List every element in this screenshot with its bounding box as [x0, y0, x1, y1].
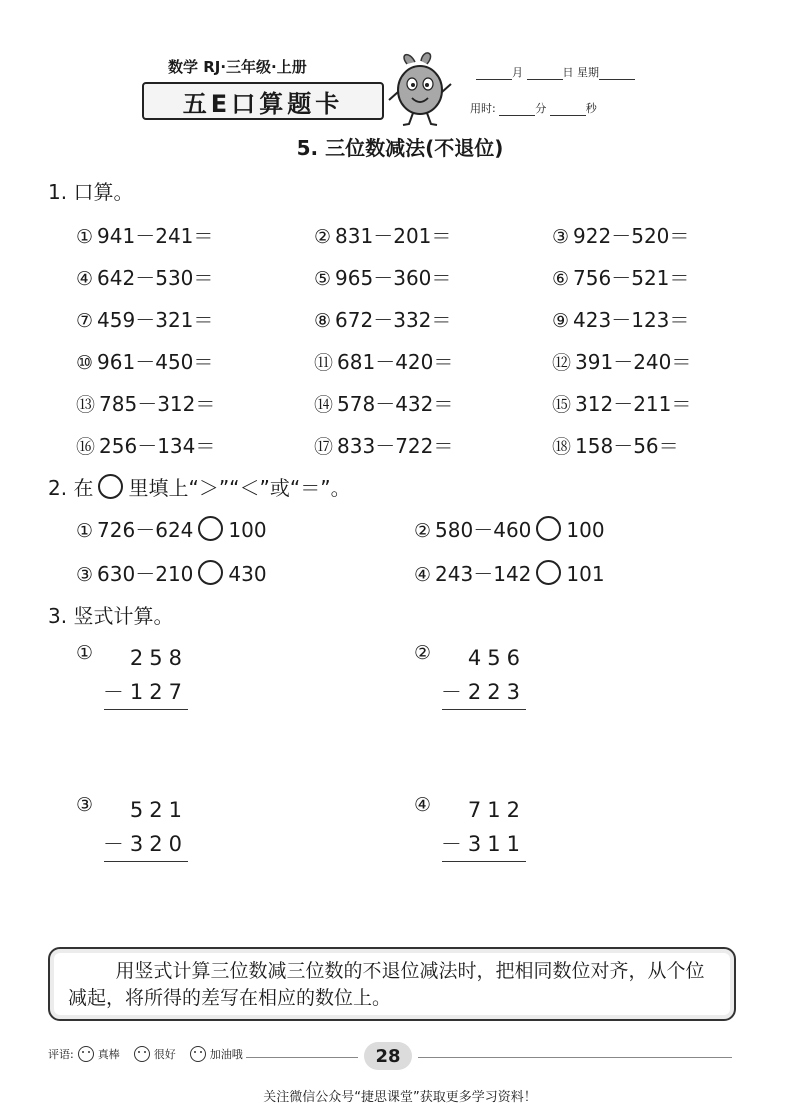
day-blank[interactable] — [527, 68, 563, 80]
mental-item — [552, 262, 689, 291]
calc-minuend: 456 — [467, 646, 526, 670]
item-number: ⑨ — [552, 310, 570, 332]
month-blank[interactable] — [476, 68, 512, 80]
mental-item — [76, 388, 215, 417]
mental-item — [76, 346, 213, 375]
review-option: 真棒 — [97, 1048, 120, 1061]
item-expression: 158－56＝ — [575, 434, 679, 458]
item-number: ⑮ — [552, 394, 572, 416]
good-face-icon[interactable] — [134, 1046, 150, 1062]
item-number: ⑥ — [552, 268, 570, 290]
mental-item — [552, 388, 691, 417]
item-expression: 672－332＝ — [335, 308, 452, 332]
item-number: ⑰ — [314, 436, 334, 458]
item-expression: 681－420＝ — [337, 350, 454, 374]
item-number: ⑩ — [76, 352, 94, 374]
compare-left: 243－142 — [435, 562, 532, 586]
review-option: 很好 — [153, 1048, 176, 1061]
tip-box — [48, 947, 736, 1021]
compare-right: 101 — [566, 562, 605, 586]
item-number: ① — [76, 642, 94, 664]
item-number: ⑦ — [76, 310, 94, 332]
second-blank[interactable] — [550, 104, 586, 116]
item-expression: 642－530＝ — [97, 266, 214, 290]
compare-item — [76, 558, 267, 587]
mental-item — [314, 346, 453, 375]
mental-item — [552, 346, 691, 375]
compare-item — [76, 514, 267, 543]
compare-left: 726－624 — [97, 518, 194, 542]
minute-label: 分 — [535, 102, 547, 115]
item-number: ⑬ — [76, 394, 96, 416]
footer-notice: 关注微信公众号“捷思课堂”获取更多学习资料！ — [263, 1090, 537, 1105]
mental-item — [552, 430, 679, 459]
review-option: 加油哦 — [209, 1048, 243, 1061]
calc-line — [104, 709, 188, 710]
mental-item — [552, 304, 689, 333]
mascot-icon — [385, 48, 455, 128]
item-expression: 459－321＝ — [97, 308, 214, 332]
compare-left: 630－210 — [97, 562, 194, 586]
compare-right: 430 — [228, 562, 267, 586]
calc-subtrahend: －311 — [440, 832, 526, 856]
item-expression: 965－360＝ — [335, 266, 452, 290]
review-bar — [48, 1046, 243, 1062]
mental-item — [314, 220, 451, 249]
item-number: ④ — [76, 268, 94, 290]
page-number: 28 — [364, 1042, 412, 1070]
item-expression: 831－201＝ — [335, 224, 452, 248]
time-label: 用时: — [470, 102, 496, 115]
second-label: 秒 — [585, 102, 597, 115]
item-number: ③ — [76, 564, 94, 586]
mental-item — [314, 430, 453, 459]
calc-line — [104, 861, 188, 862]
mental-item — [314, 304, 451, 333]
circle-placeholder-icon — [98, 474, 123, 499]
item-expression: 941－241＝ — [97, 224, 214, 248]
item-number: ④ — [414, 794, 432, 816]
mental-item — [314, 388, 453, 417]
mental-item — [314, 262, 451, 291]
compare-circle[interactable] — [198, 560, 223, 585]
calc-minuend: 712 — [467, 798, 526, 822]
calc-line — [442, 709, 526, 710]
month-label: 月 — [512, 66, 523, 79]
item-number: ④ — [414, 564, 432, 586]
section1-title: 1. 口算。 — [48, 180, 134, 204]
compare-item — [414, 514, 605, 543]
book-subject-line: 数学 RJ·三年级·上册 — [168, 58, 307, 76]
cheer-face-icon[interactable] — [190, 1046, 206, 1062]
section2-title — [48, 472, 351, 501]
item-number: ③ — [76, 794, 94, 816]
compare-right: 100 — [228, 518, 267, 542]
item-expression: 922－520＝ — [573, 224, 690, 248]
item-expression: 756－521＝ — [573, 266, 690, 290]
item-expression: 833－722＝ — [337, 434, 454, 458]
mental-item — [76, 262, 213, 291]
date-fields — [476, 64, 635, 80]
lesson-title: 5. 三位数减法(不退位) — [296, 136, 504, 160]
day-label: 日 — [562, 66, 574, 79]
footer-divider — [418, 1057, 732, 1058]
item-number: ② — [414, 642, 432, 664]
section3-title: 3. 竖式计算。 — [48, 604, 174, 628]
item-number: ① — [76, 226, 94, 248]
calc-subtrahend: －127 — [102, 680, 188, 704]
mental-item — [76, 430, 215, 459]
section2-title-suffix: 里填上“＞”“＜”或“＝”。 — [128, 476, 351, 500]
compare-item — [414, 558, 605, 587]
item-expression: 256－134＝ — [99, 434, 216, 458]
item-expression: 785－312＝ — [99, 392, 216, 416]
mental-item — [76, 220, 213, 249]
item-number: ⑯ — [76, 436, 96, 458]
item-number: ⑱ — [552, 436, 572, 458]
item-expression: 423－123＝ — [573, 308, 690, 332]
compare-circle[interactable] — [536, 560, 561, 585]
calc-minuend: 258 — [129, 646, 188, 670]
item-expression: 961－450＝ — [97, 350, 214, 374]
item-number: ⑫ — [552, 352, 572, 374]
item-number: ⑭ — [314, 394, 334, 416]
tip-text: 用竖式计算三位数减三位数的不退位减法时，把相同数位对齐，从个位减起，将所得的差写在相应的数位上。 — [68, 960, 705, 1009]
item-expression: 312－211＝ — [575, 392, 692, 416]
compare-left: 580－460 — [435, 518, 532, 542]
calc-subtrahend: －223 — [440, 680, 526, 704]
calc-minuend: 521 — [129, 798, 188, 822]
calc-line — [442, 861, 526, 862]
mental-item — [76, 304, 213, 333]
vertical-calc[interactable] — [68, 646, 188, 710]
compare-circle[interactable] — [536, 516, 561, 541]
item-number: ② — [314, 226, 332, 248]
item-number: ⑤ — [314, 268, 332, 290]
compare-right: 100 — [566, 518, 605, 542]
weekday-label: 星期 — [577, 66, 599, 79]
item-expression: 391－240＝ — [575, 350, 692, 374]
great-face-icon[interactable] — [78, 1046, 94, 1062]
series-title: 五E口算题卡 — [142, 82, 384, 120]
time-fields — [470, 100, 597, 116]
minute-blank[interactable] — [499, 104, 535, 116]
item-number: ⑧ — [314, 310, 332, 332]
mental-item — [552, 220, 689, 249]
vertical-calc[interactable] — [406, 798, 526, 862]
compare-circle[interactable] — [198, 516, 223, 541]
section2-title-prefix: 2. 在 — [48, 476, 94, 500]
item-number: ⑪ — [314, 352, 334, 374]
vertical-calc[interactable] — [406, 646, 526, 710]
vertical-calc[interactable] — [68, 798, 188, 862]
item-number: ① — [76, 520, 94, 542]
item-number: ③ — [552, 226, 570, 248]
calc-subtrahend: －320 — [102, 832, 188, 856]
review-label: 评语: — [48, 1048, 74, 1061]
item-number: ② — [414, 520, 432, 542]
item-expression: 578－432＝ — [337, 392, 454, 416]
weekday-blank[interactable] — [599, 68, 635, 80]
footer-divider — [246, 1057, 358, 1058]
